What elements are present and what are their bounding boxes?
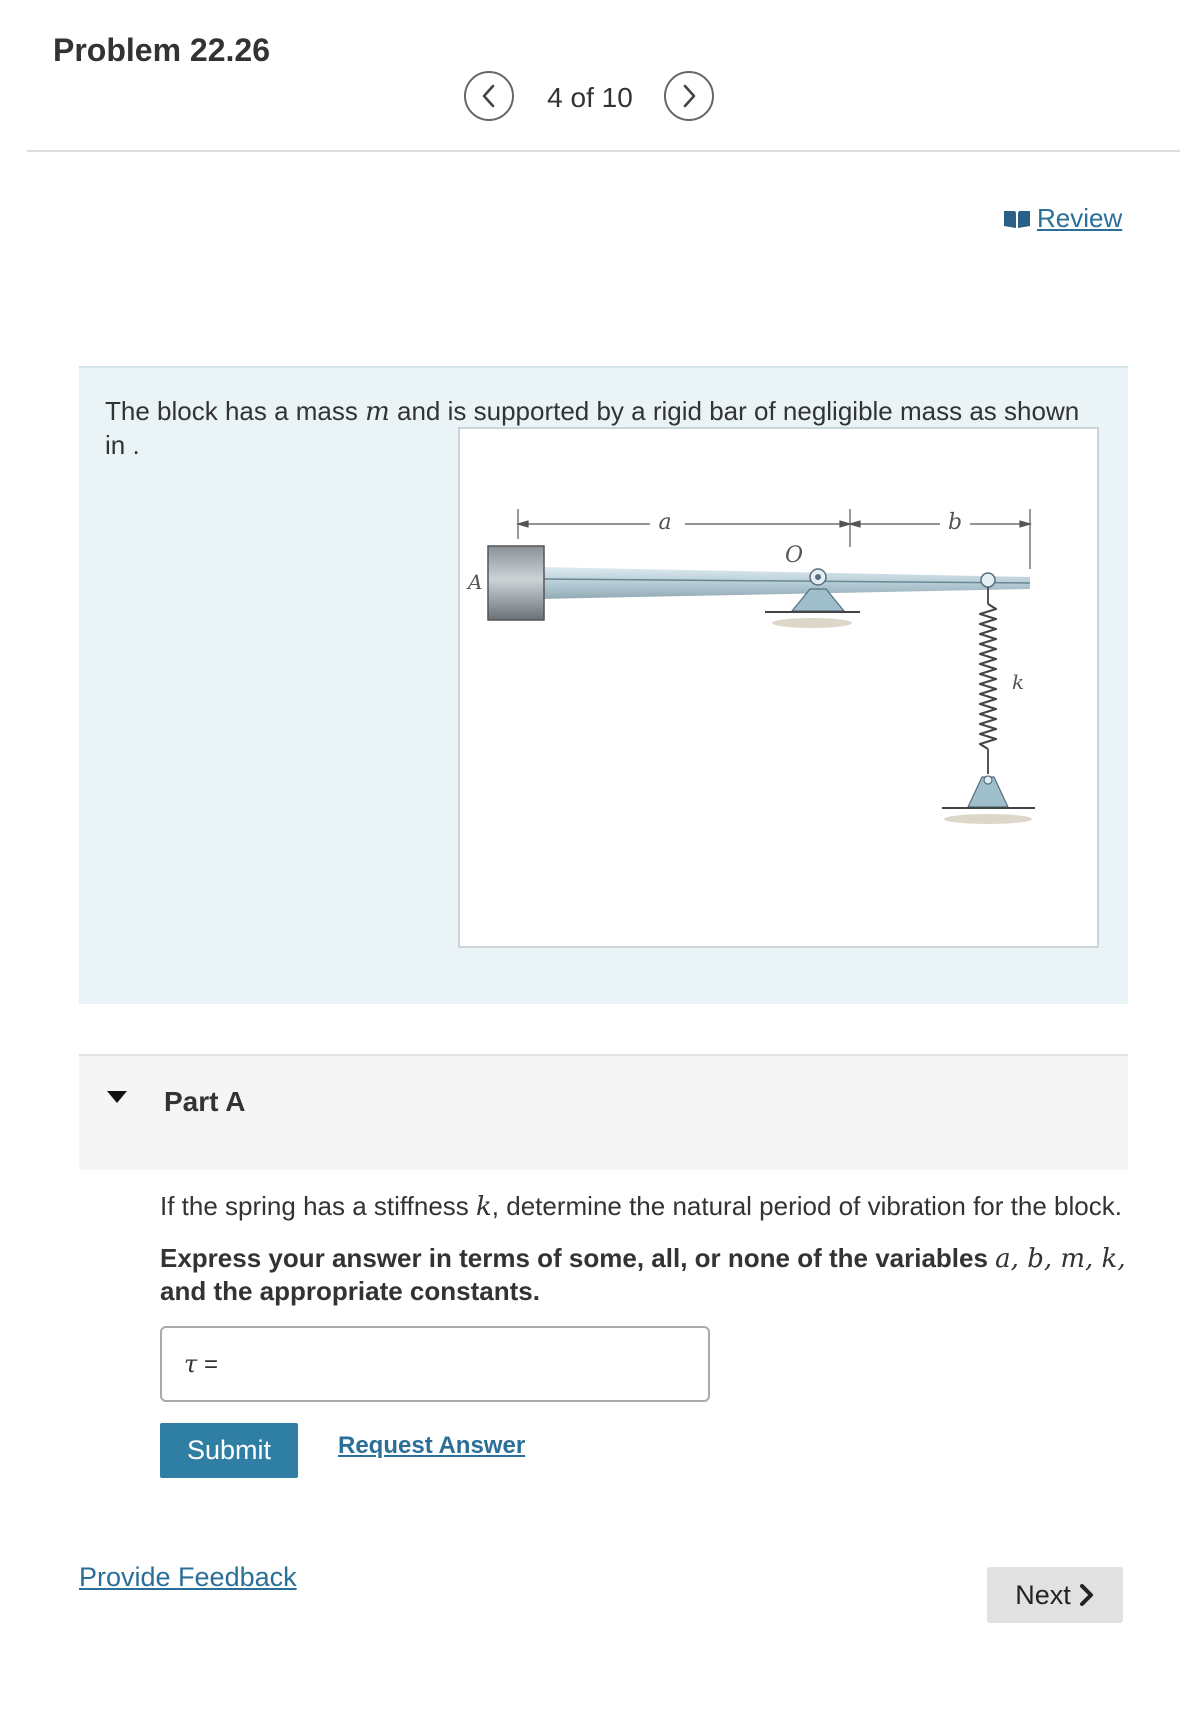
question-text-part: If the spring has a stiffness: [160, 1191, 477, 1221]
equals-sign: =: [197, 1350, 225, 1378]
variable-k: k: [476, 1192, 492, 1222]
pivot-label-O: O: [785, 543, 804, 568]
chevron-right-icon: [1079, 1584, 1095, 1606]
provide-feedback-link[interactable]: Provide Feedback: [79, 1562, 297, 1592]
answer-input[interactable]: [225, 1333, 708, 1395]
answer-label: [184, 1350, 225, 1379]
figure-diagram: [460, 429, 1097, 946]
spring-label-k: k: [1012, 670, 1025, 694]
point-label-A: A: [468, 570, 483, 594]
book-icon: [1003, 209, 1031, 229]
part-title: Part A: [164, 1086, 246, 1117]
question-text: [160, 1190, 1140, 1223]
next-button[interactable]: [987, 1567, 1123, 1623]
tau-symbol: τ: [184, 1349, 198, 1378]
spring-coil: [980, 604, 996, 749]
instruction-variables: a, b, m, k,: [995, 1244, 1126, 1274]
spring-ground-support: [942, 776, 1035, 824]
collapse-caret-icon[interactable]: [106, 1090, 128, 1109]
variable-m: m: [365, 397, 390, 427]
mass-block: [488, 546, 544, 620]
request-answer-link[interactable]: Request Answer: [338, 1432, 526, 1459]
instruction-text-part: and the appropriate constants.: [160, 1276, 540, 1306]
next-label: Next: [1015, 1579, 1071, 1610]
problem-text-part: and is supported by a rigid bar of negligible mass as shown in .: [105, 396, 1080, 460]
answer-field[interactable]: [160, 1326, 710, 1402]
question-text-part: , determine the natural period of vibration for the block.: [491, 1191, 1122, 1221]
answer-instruction: [160, 1242, 1140, 1307]
chevron-right-icon: [679, 83, 699, 109]
chevron-left-icon: [479, 83, 499, 109]
prev-problem-button[interactable]: [464, 71, 514, 121]
next-problem-button[interactable]: [664, 71, 714, 121]
problem-figure[interactable]: [458, 427, 1099, 948]
page-title: Problem 22.26: [53, 32, 270, 68]
header-divider: [27, 150, 1180, 152]
dimension-label-a: a: [658, 510, 672, 535]
dimension-label-b: b: [947, 510, 963, 535]
page-indicator: 4 of 10: [547, 82, 633, 113]
submit-button[interactable]: Submit: [160, 1423, 298, 1478]
problem-text-part: The block has a mass: [105, 396, 366, 426]
review-link[interactable]: [1003, 203, 1122, 234]
review-label: Review: [1037, 203, 1123, 233]
instruction-text-part: Express your answer in terms of some, all, or none of the variables: [160, 1243, 996, 1273]
